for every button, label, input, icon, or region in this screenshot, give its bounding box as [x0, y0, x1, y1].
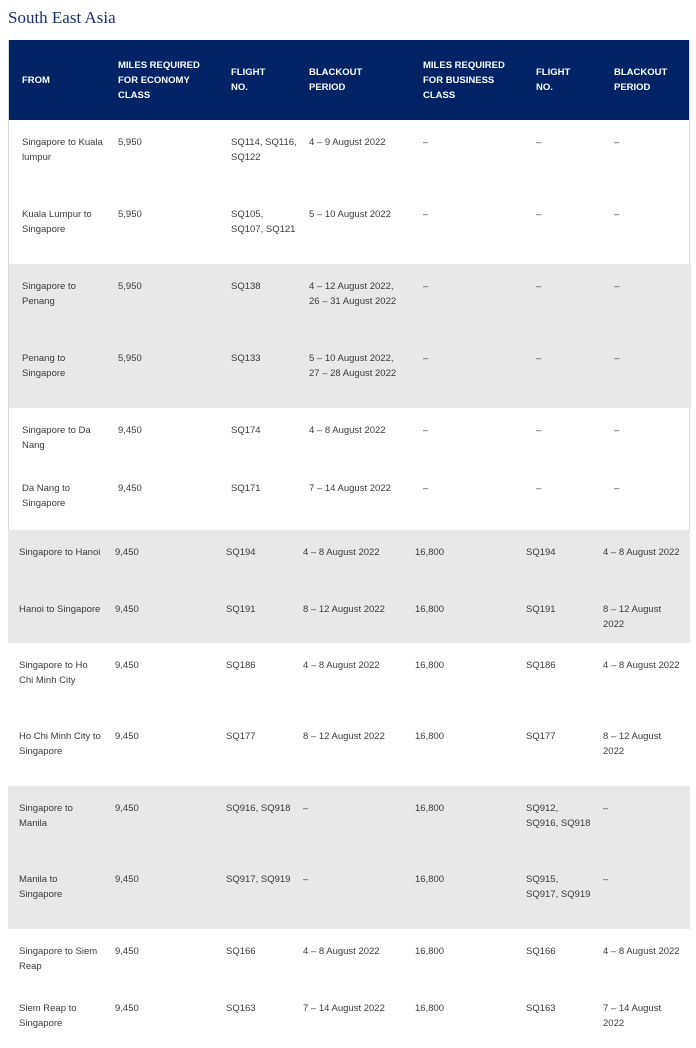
cell-business-flight: SQ191	[526, 604, 556, 615]
cell-business-blackout: –	[614, 353, 620, 364]
cell-economy-flight: SQ917, SQ919	[226, 874, 291, 885]
cell-from: Manila to Singapore	[19, 874, 63, 900]
cell-economy-miles: 9,450	[115, 946, 139, 957]
cell-from: Singapore to Kuala lumpur	[22, 137, 103, 163]
cell-from: Singapore to Da Nang	[22, 425, 91, 451]
table-row	[8, 786, 690, 857]
cell-economy-blackout: 4 – 8 August 2022	[303, 946, 380, 957]
cell-business-flight: SQ194	[526, 547, 556, 558]
cell-economy-blackout: 5 – 10 August 2022, 27 – 28 August 2022	[309, 353, 397, 379]
cell-from: Singapore to Hanoi	[19, 547, 101, 558]
cell-business-blackout: 4 – 8 August 2022	[603, 660, 680, 671]
cell-economy-flight: SQ171	[231, 483, 261, 494]
cell-economy-blackout: 4 – 12 August 2022, 26 – 31 August 2022	[309, 281, 397, 307]
header-economy-miles: MILES REQUIRED FOR ECONOMY CLASS	[118, 59, 200, 101]
cell-economy-flight: SQ138	[231, 281, 261, 292]
cell-economy-flight: SQ174	[231, 425, 261, 436]
cell-business-miles: –	[423, 209, 429, 220]
cell-business-miles: –	[423, 281, 429, 292]
table-row	[9, 192, 691, 264]
cell-economy-flight: SQ166	[226, 946, 256, 957]
cell-economy-miles: 9,450	[115, 803, 139, 814]
cell-from: Singapore to Manila	[19, 803, 73, 829]
cell-business-blackout: –	[614, 425, 620, 436]
cell-business-miles: 16,800	[415, 803, 445, 814]
table-row	[9, 336, 691, 408]
cell-economy-flight: SQ191	[226, 604, 256, 615]
cell-economy-miles: 5,950	[118, 209, 142, 220]
cell-economy-miles: 5,950	[118, 137, 142, 148]
cell-business-miles: 16,800	[415, 1003, 445, 1014]
fares-table	[8, 40, 690, 1046]
cell-economy-flight: SQ916, SQ918	[226, 803, 291, 814]
cell-business-miles: 16,800	[415, 946, 445, 957]
cell-business-blackout: 8 – 12 August 2022	[603, 731, 662, 757]
table-row	[8, 714, 690, 786]
cell-economy-blackout: 4 – 8 August 2022	[309, 425, 386, 436]
cell-economy-blackout: 7 – 14 August 2022	[303, 1003, 385, 1014]
cell-business-blackout: –	[603, 803, 609, 814]
table-row	[9, 264, 691, 336]
cell-economy-blackout: –	[303, 874, 309, 885]
cell-economy-miles: 9,450	[115, 1003, 139, 1014]
cell-business-flight: SQ915, SQ917, SQ919	[526, 874, 591, 900]
cell-from: Singapore to Siem Reap	[19, 946, 98, 972]
cell-from: Penang to Singapore	[22, 353, 66, 379]
cell-economy-miles: 9,450	[115, 731, 139, 742]
cell-business-blackout: –	[614, 137, 620, 148]
cell-economy-flight: SQ105, SQ107, SQ121	[231, 209, 296, 235]
cell-business-flight: –	[536, 281, 542, 292]
cell-economy-blackout: 4 – 8 August 2022	[303, 547, 380, 558]
cell-business-flight: SQ166	[526, 946, 556, 957]
cell-economy-flight: SQ194	[226, 547, 256, 558]
cell-business-flight: –	[536, 137, 542, 148]
cell-business-miles: –	[423, 425, 429, 436]
table-row	[8, 530, 690, 587]
header-economy-blackout: BLACKOUT PERIOD	[309, 67, 363, 93]
cell-business-blackout: –	[614, 281, 620, 292]
cell-business-miles: –	[423, 137, 429, 148]
cell-business-flight: SQ912, SQ916, SQ918	[526, 803, 591, 829]
cell-business-blackout: –	[614, 483, 620, 494]
row-group	[8, 643, 690, 786]
cell-business-miles: 16,800	[415, 660, 445, 671]
cell-business-flight: –	[536, 483, 542, 494]
table-row	[8, 643, 690, 714]
page-title: South East Asia	[8, 8, 116, 27]
cell-from: Singapore to Ho Chi Minh City	[19, 660, 88, 686]
cell-business-flight: SQ186	[526, 660, 556, 671]
cell-business-blackout: 7 – 14 August 2022	[603, 1003, 662, 1029]
cell-business-blackout: –	[603, 874, 609, 885]
row-group	[9, 264, 691, 408]
cell-business-miles: 16,800	[415, 547, 445, 558]
cell-economy-flight: SQ133	[231, 353, 261, 364]
cell-from: Siem Reap to Singapore	[19, 1003, 77, 1029]
cell-economy-miles: 9,450	[115, 874, 139, 885]
table-row	[8, 587, 690, 643]
cell-business-flight: –	[536, 425, 542, 436]
cell-from: Hanoi to Singapore	[19, 604, 101, 615]
cell-business-miles: 16,800	[415, 874, 445, 885]
cell-economy-miles: 9,450	[115, 660, 139, 671]
cell-business-flight: SQ163	[526, 1003, 556, 1014]
table-row	[9, 408, 691, 466]
cell-economy-flight: SQ186	[226, 660, 256, 671]
cell-from: Da Nang to Singapore	[22, 483, 71, 509]
cell-business-flight: –	[536, 209, 542, 220]
cell-business-miles: 16,800	[415, 731, 445, 742]
cell-from: Ho Chi Minh City to Singapore	[19, 731, 101, 757]
header-from: FROM	[22, 74, 50, 86]
cell-from: Kuala Lumpur to Singapore	[22, 209, 92, 235]
cell-economy-blackout: 5 – 10 August 2022	[309, 209, 391, 220]
cell-business-flight: SQ177	[526, 731, 556, 742]
table-row	[9, 466, 691, 530]
row-group	[8, 929, 690, 1046]
table-header	[9, 40, 689, 120]
cell-economy-flight: SQ114, SQ116, SQ122	[231, 137, 297, 163]
cell-economy-miles: 9,450	[115, 604, 139, 615]
table-row	[9, 120, 691, 192]
cell-economy-miles: 9,450	[118, 425, 142, 436]
cell-business-miles: –	[423, 353, 429, 364]
cell-economy-flight: SQ177	[226, 731, 256, 742]
row-group	[9, 120, 691, 264]
table-section-1	[8, 40, 690, 530]
row-group	[8, 786, 690, 929]
cell-business-blackout: 4 – 8 August 2022	[603, 547, 680, 558]
header-business-blackout: BLACKOUT PERIOD	[614, 67, 668, 93]
row-group	[9, 408, 691, 530]
row-group	[8, 530, 690, 643]
cell-economy-blackout: 8 – 12 August 2022	[303, 731, 385, 742]
cell-economy-blackout: 4 – 8 August 2022	[303, 660, 380, 671]
cell-business-miles: –	[423, 483, 429, 494]
cell-from: Singapore to Penang	[22, 281, 76, 307]
table-row	[8, 929, 690, 986]
cell-business-blackout: 4 – 8 August 2022	[603, 946, 680, 957]
cell-economy-miles: 5,950	[118, 353, 142, 364]
cell-business-blackout: 8 – 12 August 2022	[603, 604, 662, 630]
cell-economy-blackout: 8 – 12 August 2022	[303, 604, 385, 615]
cell-economy-flight: SQ163	[226, 1003, 256, 1014]
cell-economy-blackout: 4 – 9 August 2022	[309, 137, 386, 148]
cell-business-flight: –	[536, 353, 542, 364]
header-business-miles: MILES REQUIRED FOR BUSINESS CLASS	[423, 59, 505, 101]
cell-economy-miles: 9,450	[118, 483, 142, 494]
cell-economy-blackout: –	[303, 803, 309, 814]
table-row	[8, 857, 690, 929]
table-row	[8, 986, 690, 1046]
cell-business-blackout: –	[614, 209, 620, 220]
cell-economy-miles: 9,450	[115, 547, 139, 558]
cell-economy-blackout: 7 – 14 August 2022	[309, 483, 391, 494]
header-economy-flight: FLIGHT NO.	[231, 67, 266, 93]
header-business-flight: FLIGHT NO.	[536, 67, 571, 93]
cell-economy-miles: 5,950	[118, 281, 142, 292]
cell-business-miles: 16,800	[415, 604, 445, 615]
